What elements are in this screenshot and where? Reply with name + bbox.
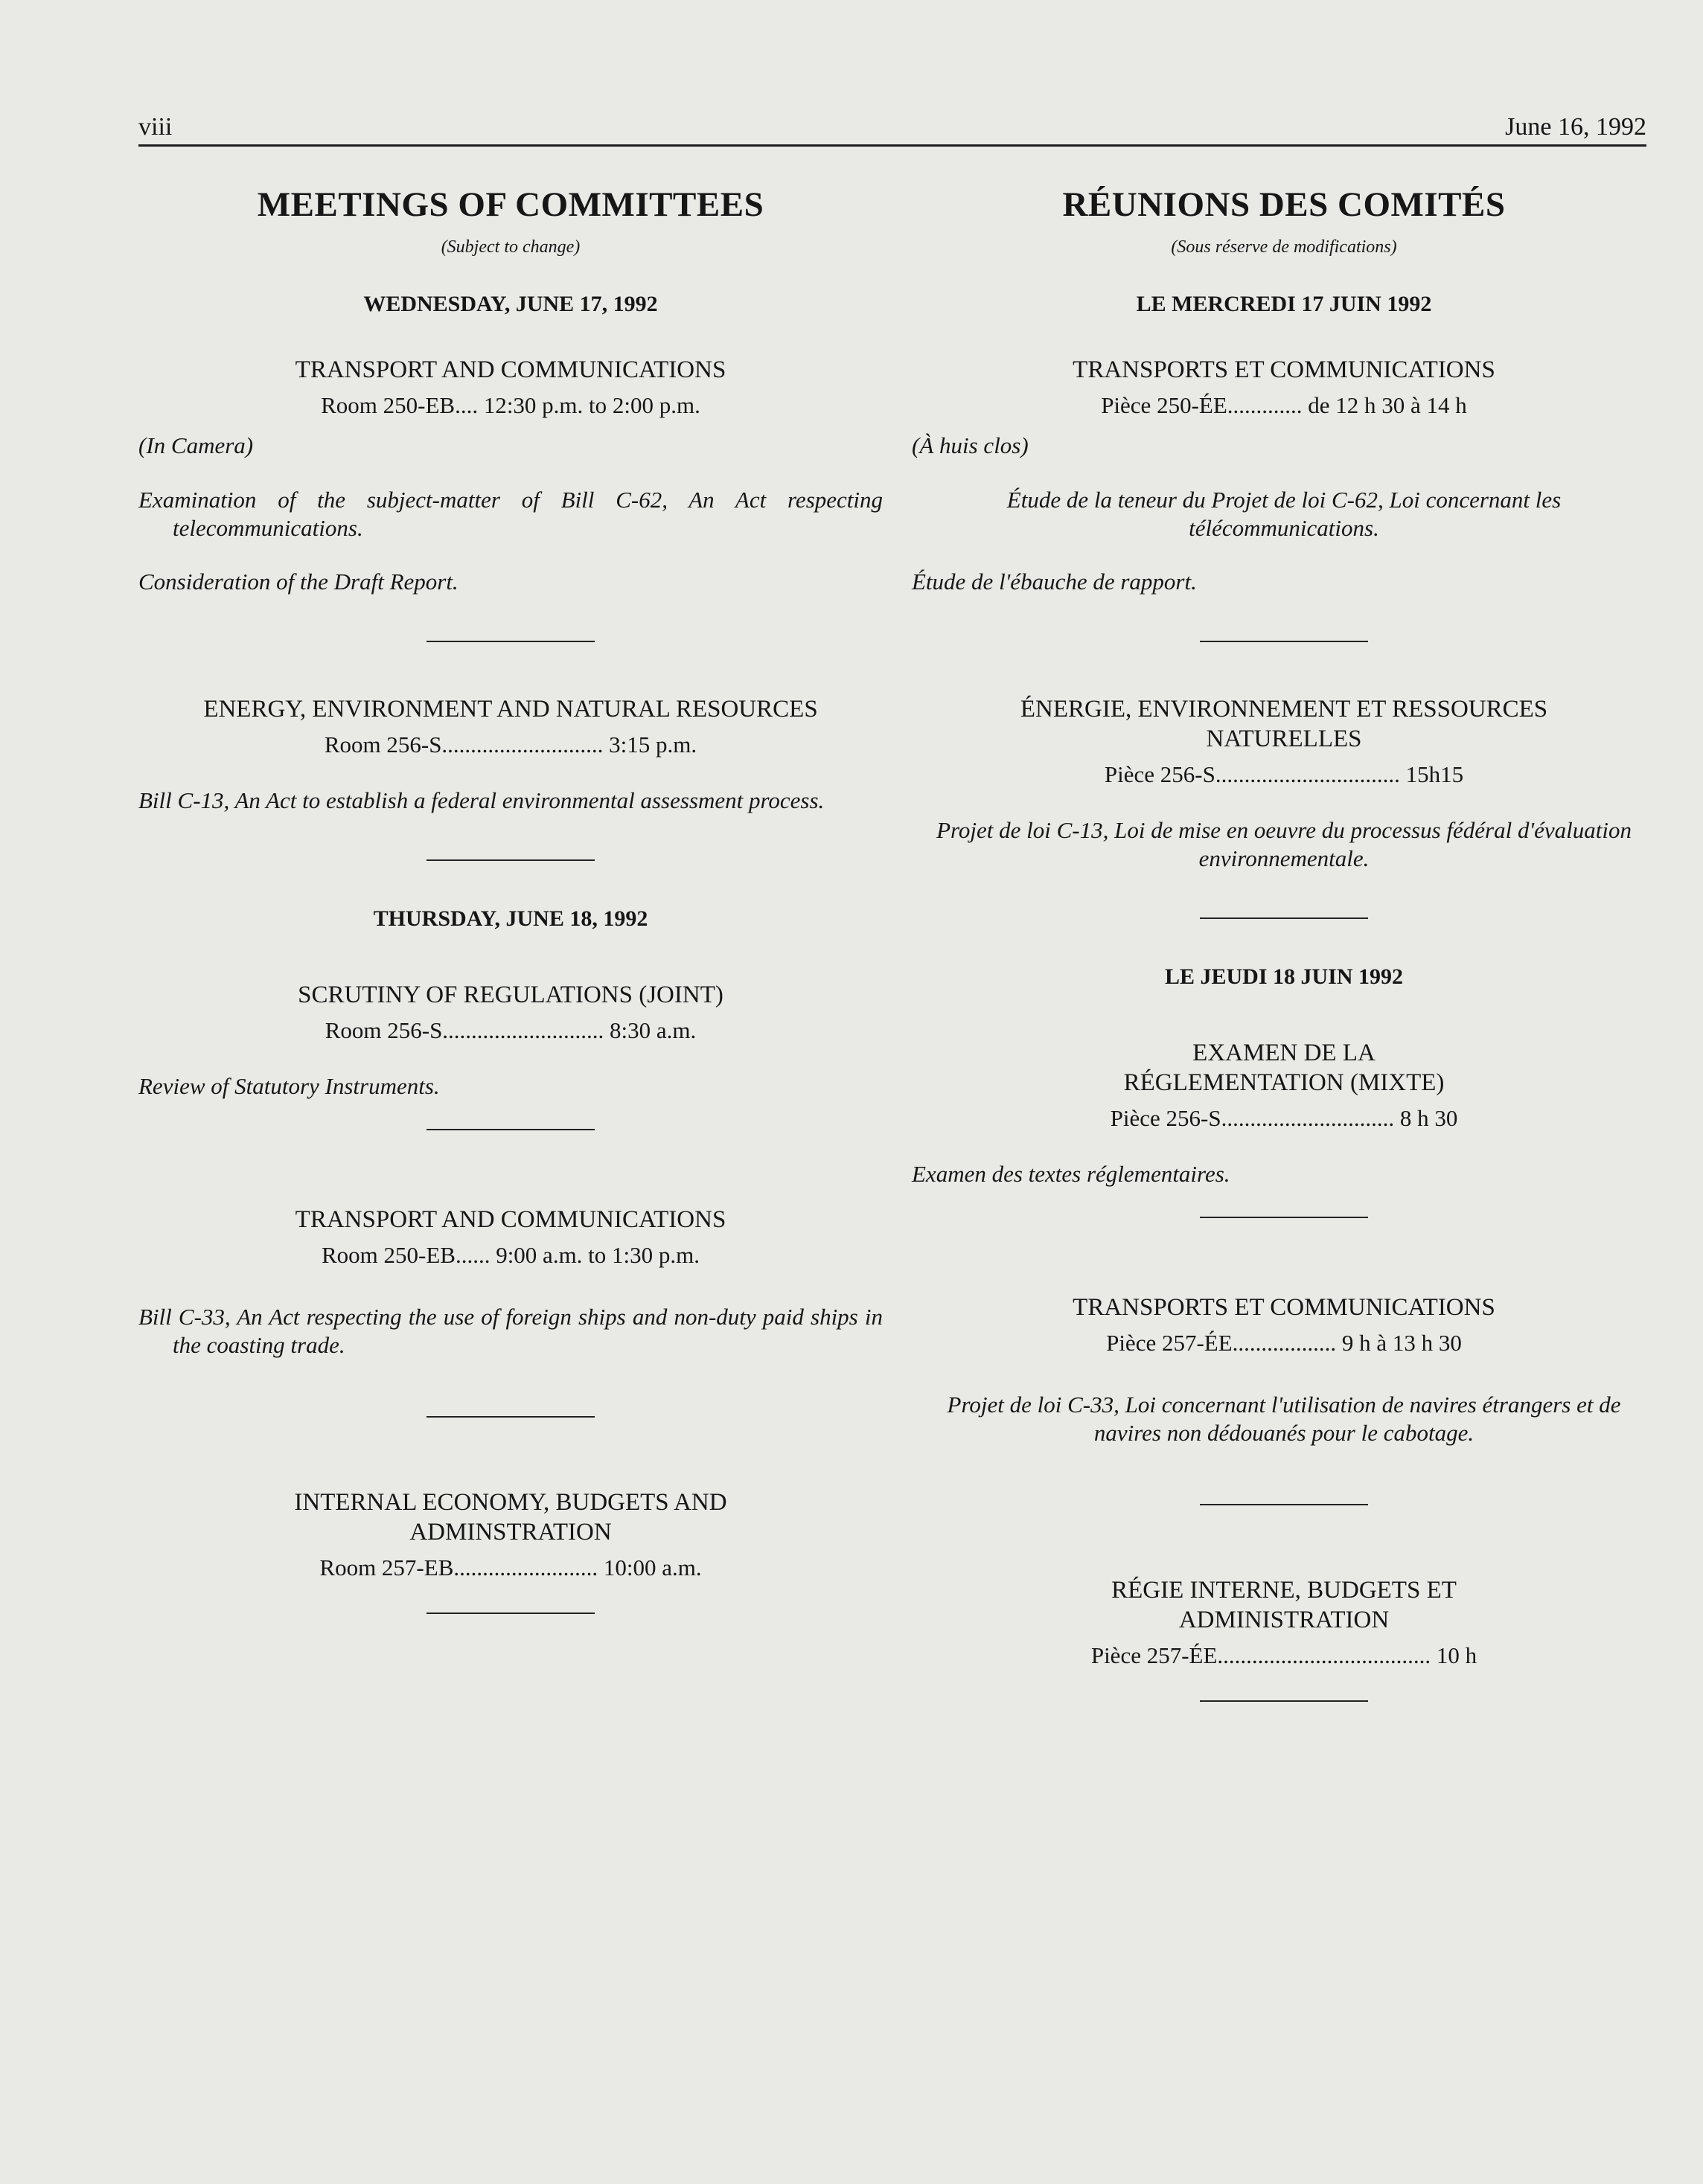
day-heading: WEDNESDAY, JUNE 17, 1992 xyxy=(363,292,658,316)
meeting-note: (In Camera) xyxy=(138,432,254,458)
divider xyxy=(426,1416,595,1418)
committee-name: INTERNAL ECONOMY, BUDGETS AND ADMINSTRATION xyxy=(294,1489,727,1546)
room-time: Pièce 257-ÉE..................................... 10 h xyxy=(1090,1642,1477,1668)
meeting-subject: Examination of the subject-matter of Bill C-62, An Act respecting telecommunications. xyxy=(138,487,883,541)
committee-name: TRANSPORTS ET COMMUNICATIONS xyxy=(1073,356,1495,383)
committee-name: TRANSPORT AND COMMUNICATIONS xyxy=(295,356,726,383)
committee-name: ENERGY, ENVIRONMENT AND NATURAL RESOURCES xyxy=(203,696,818,723)
room-time: Room 250-EB...... 9:00 a.m. to 1:30 p.m. xyxy=(321,1242,700,1268)
page-number: viii xyxy=(138,113,173,141)
divider xyxy=(1200,1504,1368,1505)
meeting-subject: Review of Statutory Instruments. xyxy=(138,1073,440,1099)
meeting-subject: Examen des textes réglementaires. xyxy=(912,1161,1230,1187)
french-column xyxy=(912,182,1656,1702)
room-time: Room 257-EB......................... 10:00 a.m. xyxy=(319,1554,702,1581)
header-date: June 16, 1992 xyxy=(1505,113,1646,141)
meeting-subject: Projet de loi C-13, Loi de mise en oeuvre du processus fédéral d'évaluation environnementale. xyxy=(936,817,1632,871)
room-time: Room 256-S............................ 3:15 p.m. xyxy=(324,731,697,758)
meeting-block xyxy=(138,1488,883,1614)
day-heading: THURSDAY, JUNE 18, 1992 xyxy=(373,906,648,931)
section-title: RÉUNIONS DES COMITÉS xyxy=(1062,185,1506,224)
meeting-block xyxy=(138,355,883,642)
committee-name: ÉNERGIE, ENVIRONNEMENT ET RESSOURCES NATURELLES xyxy=(1020,696,1548,752)
page-header xyxy=(138,113,1646,146)
meeting-subject: Étude de la teneur du Projet de loi C-62, Loi concernant les télécommunications. xyxy=(1006,487,1562,541)
meeting-subject: Étude de l'ébauche de rapport. xyxy=(912,569,1197,595)
committee-name: TRANSPORTS ET COMMUNICATIONS xyxy=(1073,1294,1495,1321)
committee-name: SCRUTINY OF REGULATIONS (JOINT) xyxy=(298,981,723,1008)
day-heading: LE JEUDI 18 JUIN 1992 xyxy=(1164,964,1404,989)
meeting-block xyxy=(912,1293,1656,1505)
meeting-subject: Projet de loi C-33, Loi concernant l'utilisation de navires étrangers et de navires non dédouanés pour le cabotage. xyxy=(947,1392,1621,1446)
room-time: Room 250-EB.... 12:30 p.m. to 2:00 p.m. xyxy=(321,392,700,418)
section-subtitle: (Subject to change) xyxy=(441,237,581,257)
divider xyxy=(426,641,595,642)
committee-name: EXAMEN DE LA RÉGLEMENTATION (MIXTE) xyxy=(1123,1040,1445,1096)
divider xyxy=(426,1613,595,1614)
meeting-subject: Bill C-13, An Act to establish a federal environmental assessment process. xyxy=(138,787,825,813)
committee-name: RÉGIE INTERNE, BUDGETS ET ADMINISTRATION xyxy=(1111,1577,1457,1633)
divider xyxy=(1200,1700,1368,1702)
divider xyxy=(1200,918,1368,919)
meeting-block xyxy=(912,355,1656,642)
english-column xyxy=(138,182,883,1614)
divider xyxy=(426,1129,595,1130)
meeting-block xyxy=(138,694,883,861)
section-title: MEETINGS OF COMMITTEES xyxy=(257,185,764,224)
meeting-block xyxy=(138,980,883,1130)
meeting-block xyxy=(138,1205,883,1418)
day-heading: LE MERCREDI 17 JUIN 1992 xyxy=(1136,292,1432,316)
header-rule xyxy=(138,144,1646,147)
room-time: Room 256-S............................ 8:30 a.m. xyxy=(325,1017,697,1043)
room-time: Pièce 250-ÉE............. de 12 h 30 à 14 h xyxy=(1101,392,1467,418)
divider xyxy=(426,859,595,861)
room-time: Pièce 257-ÉE.................. 9 h à 13 h 30 xyxy=(1106,1330,1462,1356)
meeting-subject: Bill C-33, An Act respecting the use of foreign ships and non-duty paid ships in the coasting trade. xyxy=(138,1304,883,1358)
divider xyxy=(1200,641,1368,642)
committee-name: TRANSPORT AND COMMUNICATIONS xyxy=(295,1206,726,1233)
meeting-note: (À huis clos) xyxy=(912,432,1029,458)
meeting-subject: Consideration of the Draft Report. xyxy=(138,569,458,595)
meeting-block xyxy=(912,1038,1656,1218)
room-time: Pièce 256-S................................ 15h15 xyxy=(1104,761,1464,787)
divider xyxy=(1200,1217,1368,1218)
meeting-block xyxy=(912,694,1656,919)
section-subtitle: (Sous réserve de modifications) xyxy=(1171,237,1397,257)
meeting-block xyxy=(912,1575,1656,1702)
room-time: Pièce 256-S.............................. 8 h 30 xyxy=(1110,1105,1458,1131)
